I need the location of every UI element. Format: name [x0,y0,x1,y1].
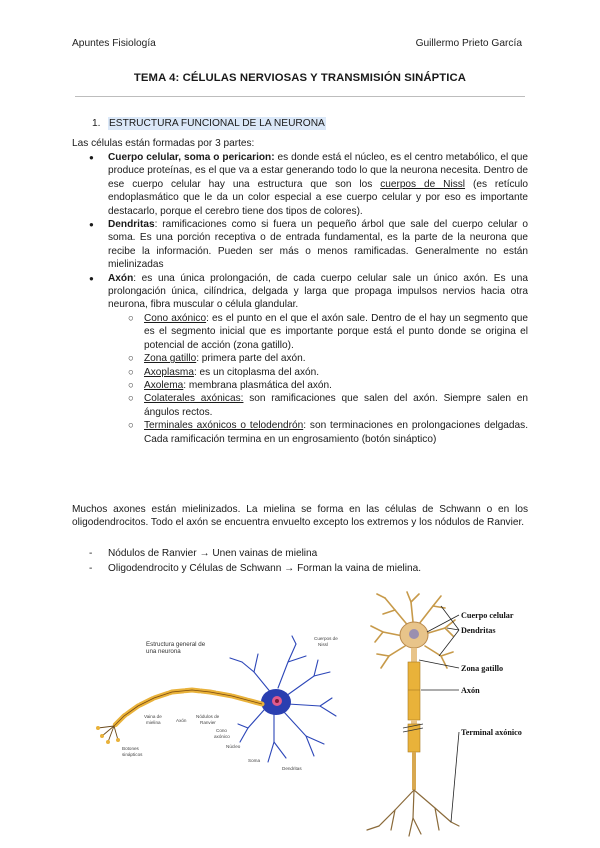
neuron-structure-figure [92,632,342,780]
label-nodulos-1: Nódulos de [196,714,220,719]
label-botones-1: Botones [122,746,139,751]
bullet-icon: ● [89,153,94,162]
nissl-term: cuerpos de Nissl [380,178,466,190]
intro-text: Las células están formadas por 3 partes: [72,138,255,149]
dash-bullet-icon: - [89,548,93,559]
label-nucleo: Núcleo [226,744,241,749]
label-dendritas-right: Dendritas [461,626,496,635]
dash-bullet-icon: - [89,562,93,574]
axon-part-item [108,366,528,379]
bullet-icon: ● [89,220,94,230]
axon-part-term: Cono axónico [144,312,207,324]
dash-item-text: Nódulos de Ranvier → Unen vainas de mielina [108,548,318,559]
myelin-sheath-drawing [408,662,420,720]
label-soma: Soma [248,758,261,763]
bullet-icon: ● [89,273,94,283]
axon-part-term: Zona gatillo [144,353,197,365]
circle-bullet-icon: ○ [128,420,134,432]
part-text: es donde está el núcleo, es el centro metabólico, el que produce proteínas, es el que va a estar generando todo lo que la neurona necesita. Dentro de ese cuerpo celular hay una estructura que son los [108,152,528,190]
axon-part-item [108,379,528,392]
label-botones-2: sinápticos [122,752,143,757]
label-terminal-axonico: Terminal axónico [461,728,522,737]
dash-item [72,562,528,577]
label-vaina-1: Vaina de [144,714,162,719]
axon-part-item [108,392,528,419]
axon-parts-list [108,312,528,446]
label-axon: Axón [176,718,187,723]
header-left: Apuntes Fisiología [72,38,156,49]
terminal-branches-drawing [367,790,459,836]
circle-bullet-icon: ○ [128,312,134,324]
myelin-sheath-lower-drawing [408,724,420,752]
axon-part-term: Axoplasma [144,366,194,378]
part-term: Cuerpo celular, soma o pericarion: [108,152,275,163]
label-cono-1: Cono [216,728,227,733]
axon-part-item [108,419,528,446]
myelin-paragraph: Muchos axones están mielinizados. La mielina se forma en las células de Schwann o en los oligodendrocitos. Todo el axón se encuentra envuelto excepto los extremos y los nódulos de Ranvier. [72,504,528,529]
axon-lower-drawing [412,752,416,790]
circle-bullet-icon: ○ [128,379,134,391]
terminals-drawing [98,726,118,742]
part-item-cuerpo [72,151,528,218]
axon-hillock-drawing [411,648,417,662]
axon-part-text: : son terminaciones en prolongaciones delgadas. Cada ramificación termina en un engrosamiento (botón sináptico) [144,420,529,445]
label-zona-gatillo: Zona gatillo [461,664,504,673]
header-right: Guillermo Prieto García [415,38,522,49]
label-dendritas: Dendritas [282,766,302,771]
axon-part-item [108,352,528,365]
parts-list [72,151,528,446]
part-text-cont: (es retículo endoplasmático que le da un color especial a ese cuerpo celular y por eso es importante destacarlo, porque el cerebro tiene dos tipos de colores). [108,178,529,217]
axon-part-term: Axolema [144,379,184,391]
circle-bullet-icon: ○ [128,353,134,365]
label-axon-right: Axón [461,686,480,695]
part-term: Axón [108,272,134,284]
axon-part-text: : es el punto en el que el axón sale. Dentro de el hay un segmento que es el segmento inicial que es importante porque está el punto donde se origina el potencial de acción (zona gatillo). [144,312,528,351]
axon-part-text: : primera parte del axón. [196,353,306,365]
title-divider [75,96,525,97]
section-number: 1. [92,118,101,129]
label-vaina-2: mielina [146,720,161,725]
section-label: ESTRUCTURA FUNCIONAL DE LA NEURONA [109,118,325,129]
axon-part-text: son ramificaciones que salen del axón. Siempre salen en ángulos rectos. [144,393,528,418]
label-nodulos-2: Ranvier [200,720,216,725]
part-text: : ramificaciones como si fuera un pequeño árbol que sale del cuerpo celular o soma. Es una porción receptiva o de entrada fundamental, es la parte de la neurona que recibe la información. Pueden ser más o menos ramificadas. Generalmente no están mielinizadas [108,219,528,271]
part-text: : es una única prolongación, de cada cuerpo celular sale un único axón. Es una prolongación única, cilíndrica, delgada y larga que propaga impulsos nervios hacia otra neurona, fibra muscular o célula glandular. [108,272,528,311]
nucleolus-drawing [275,699,279,703]
label-cono-2: axónico [214,734,230,739]
section-heading [92,118,326,129]
part-item-axon [72,272,528,446]
label-nissl-2: Nissl [318,642,328,647]
cell-nucleus-drawing [409,629,419,639]
axon-part-text: : membrana plasmática del axón. [183,379,332,391]
part-item-dendritas [72,218,528,272]
page-title: TEMA 4: CÉLULAS NERVIOSAS Y TRANSMISIÓN SINÁPTICA [133,72,467,84]
axon-part-item [108,312,528,352]
axon-part-text: : es un citoplasma del axón. [193,366,320,378]
circle-bullet-icon: ○ [128,393,134,405]
myelin-drawing [114,690,262,726]
figure-title-line2: una neurona [146,648,181,655]
axon-part-term: Colaterales axónicas: [144,393,244,405]
circle-bullet-icon: ○ [128,366,134,378]
part-term: Dendritas [108,219,155,231]
label-nissl-1: Cuerpos de [314,636,338,641]
dash-item [72,547,528,562]
figure-title-line1: Estructura general de [146,641,206,648]
label-cuerpo-celular: Cuerpo celular [461,611,514,620]
labeled-neuron-figure [355,590,535,842]
dash-item-text: Oligodendrocito y Células de Schwann → Forman la vaina de mielina. [108,562,422,574]
axon-part-term: Terminales axónicos o telodendrón [144,420,304,432]
myelin-dash-list [72,547,528,576]
